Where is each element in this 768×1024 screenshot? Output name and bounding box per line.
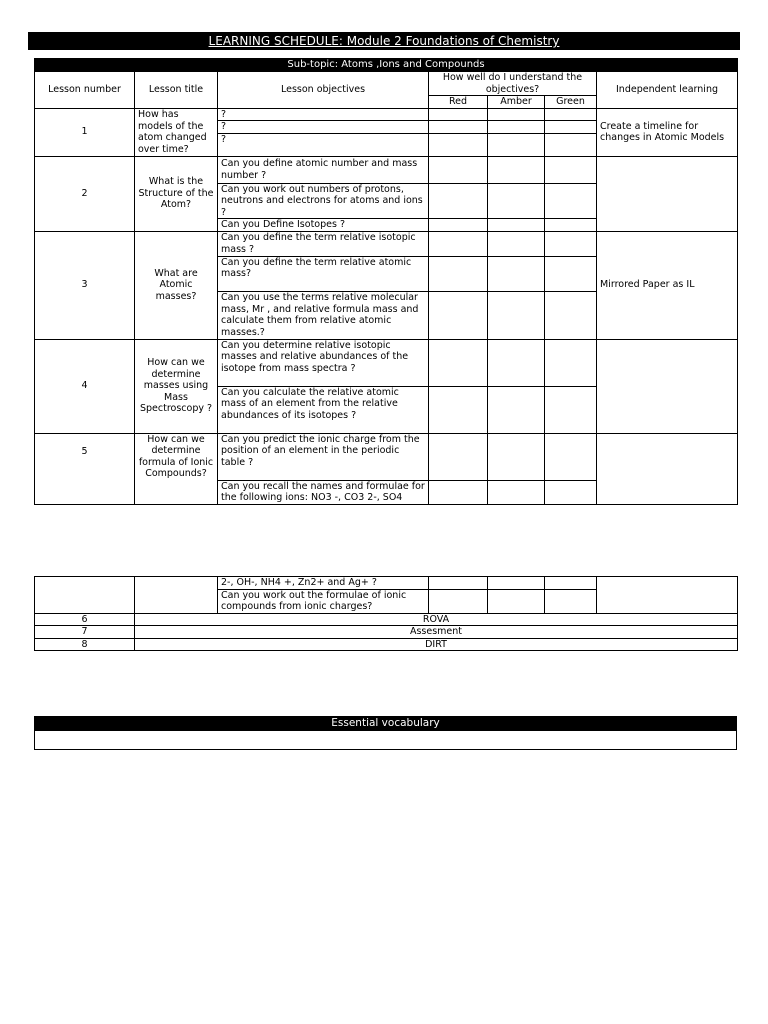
lesson-objective: Can you calculate the relative atomic mass of an element from the relative abundances of its isotopes ? [218, 386, 429, 433]
page-title [28, 32, 740, 50]
red-rating-cell[interactable] [429, 589, 488, 613]
lesson-objective: Can you define atomic number and mass number ? [218, 156, 429, 183]
subtopic-heading: Sub-topic: Atoms ,Ions and Compounds [35, 59, 738, 72]
green-rating-cell[interactable] [545, 480, 597, 504]
red-rating-cell[interactable] [429, 577, 488, 590]
header-amber: Amber [488, 96, 545, 109]
independent-learning [597, 156, 738, 231]
red-rating-cell[interactable] [429, 480, 488, 504]
independent-learning [597, 339, 738, 433]
lesson-number: 4 [35, 339, 135, 433]
amber-rating-cell[interactable] [488, 256, 545, 291]
amber-rating-cell[interactable] [488, 156, 545, 183]
table-row [35, 638, 738, 651]
green-rating-cell[interactable] [545, 589, 597, 613]
green-rating-cell[interactable] [545, 219, 597, 232]
header-lesson-number: Lesson number [35, 72, 135, 109]
green-rating-cell[interactable] [545, 291, 597, 339]
lesson-objective: Can you define the term relative atomic mass? [218, 256, 429, 291]
lesson-objective: Can you work out numbers of protons, neutrons and electrons for atoms and ions ? [218, 183, 429, 219]
lesson-objective: Can you Define Isotopes ? [218, 219, 429, 232]
lesson-objective: Can you work out the formulae of ionic compounds from ionic charges? [218, 589, 429, 613]
green-rating-cell[interactable] [545, 183, 597, 219]
lesson-number: 5 [35, 433, 135, 504]
red-rating-cell[interactable] [429, 108, 488, 121]
amber-rating-cell[interactable] [488, 577, 545, 590]
green-rating-cell[interactable] [545, 108, 597, 121]
lesson-objective: ? [218, 133, 429, 156]
header-lesson-title: Lesson title [135, 72, 218, 109]
table-row [35, 108, 738, 121]
amber-rating-cell[interactable] [488, 219, 545, 232]
amber-rating-cell[interactable] [488, 589, 545, 613]
vocabulary-box[interactable] [34, 730, 737, 750]
amber-rating-cell[interactable] [488, 339, 545, 386]
table-row [35, 433, 738, 480]
lesson-title [135, 577, 218, 614]
lesson-title: What is the Structure of the Atom? [135, 156, 218, 231]
green-rating-cell[interactable] [545, 133, 597, 156]
amber-rating-cell[interactable] [488, 133, 545, 156]
header-green: Green [545, 96, 597, 109]
red-rating-cell[interactable] [429, 256, 488, 291]
lesson-objective: Can you determine relative isotopic masses and relative abundances of the isotope from mass spectra ? [218, 339, 429, 386]
red-rating-cell[interactable] [429, 121, 488, 134]
learning-schedule-continuation-table [34, 576, 738, 651]
green-rating-cell[interactable] [545, 386, 597, 433]
header-independent-learning: Independent learning [597, 72, 738, 109]
green-rating-cell[interactable] [545, 156, 597, 183]
red-rating-cell[interactable] [429, 156, 488, 183]
header-understanding: How well do I understand the objectives? [429, 72, 597, 96]
table-row [35, 626, 738, 639]
table-row [35, 613, 738, 626]
red-rating-cell[interactable] [429, 183, 488, 219]
header-red: Red [429, 96, 488, 109]
lesson-objective: Can you use the terms relative molecular mass, Mr , and relative formula mass and calculate them from relative atomic masses.? [218, 291, 429, 339]
independent-learning: Mirrored Paper as IL [597, 231, 738, 339]
amber-rating-cell[interactable] [488, 433, 545, 480]
amber-rating-cell[interactable] [488, 231, 545, 256]
lesson-title: How has models of the atom changed over time? [135, 108, 218, 156]
lesson-objective: Can you define the term relative isotopic mass ? [218, 231, 429, 256]
lesson-label: ROVA [135, 613, 738, 626]
vocabulary-heading: Essential vocabulary [34, 716, 737, 730]
lesson-number [35, 577, 135, 614]
amber-rating-cell[interactable] [488, 108, 545, 121]
green-rating-cell[interactable] [545, 433, 597, 480]
amber-rating-cell[interactable] [488, 183, 545, 219]
red-rating-cell[interactable] [429, 133, 488, 156]
page-title-text: LEARNING SCHEDULE: Module 2 Foundations of Chemistry [208, 34, 560, 48]
green-rating-cell[interactable] [545, 121, 597, 134]
lesson-number: 1 [35, 108, 135, 156]
red-rating-cell[interactable] [429, 386, 488, 433]
amber-rating-cell[interactable] [488, 480, 545, 504]
lesson-number: 6 [35, 613, 135, 626]
lesson-title: How can we determine masses using Mass Spectroscopy ? [135, 339, 218, 433]
lesson-objective: 2-, OH-, NH4 +, Zn2+ and Ag+ ? [218, 577, 429, 590]
lesson-title: What are Atomic masses? [135, 231, 218, 339]
lesson-label: Assesment [135, 626, 738, 639]
green-rating-cell[interactable] [545, 231, 597, 256]
green-rating-cell[interactable] [545, 339, 597, 386]
green-rating-cell[interactable] [545, 577, 597, 590]
lesson-objective: ? [218, 108, 429, 121]
header-row [35, 72, 738, 96]
table-row [35, 231, 738, 256]
red-rating-cell[interactable] [429, 339, 488, 386]
independent-learning: Create a timeline for changes in Atomic Models [597, 108, 738, 156]
lesson-number: 7 [35, 626, 135, 639]
lesson-objective: Can you predict the ionic charge from the position of an element in the periodic table ? [218, 433, 429, 480]
amber-rating-cell[interactable] [488, 386, 545, 433]
header-lesson-objectives: Lesson objectives [218, 72, 429, 109]
lesson-objective: ? [218, 121, 429, 134]
lesson-number: 8 [35, 638, 135, 651]
independent-learning [597, 577, 738, 614]
lesson-objective [218, 480, 429, 504]
lesson-title: How can we determine formula of Ionic Compounds? [135, 433, 218, 504]
lesson-number: 3 [35, 231, 135, 339]
lesson-label: DIRT [135, 638, 738, 651]
learning-schedule-table [34, 58, 738, 505]
amber-rating-cell[interactable] [488, 121, 545, 134]
table-row [35, 339, 738, 386]
table-row [35, 577, 738, 590]
red-rating-cell[interactable] [429, 231, 488, 256]
independent-learning [597, 433, 738, 504]
red-rating-cell[interactable] [429, 219, 488, 232]
subtopic-row [35, 59, 738, 72]
green-rating-cell[interactable] [545, 256, 597, 291]
ions-objective-text: Can you recall the names and formulae for the following ions: NO3 -, CO3 2-, SO4 [221, 480, 425, 503]
lesson-number: 2 [35, 156, 135, 231]
red-rating-cell[interactable] [429, 433, 488, 480]
red-rating-cell[interactable] [429, 291, 488, 339]
table-row [35, 156, 738, 183]
amber-rating-cell[interactable] [488, 291, 545, 339]
